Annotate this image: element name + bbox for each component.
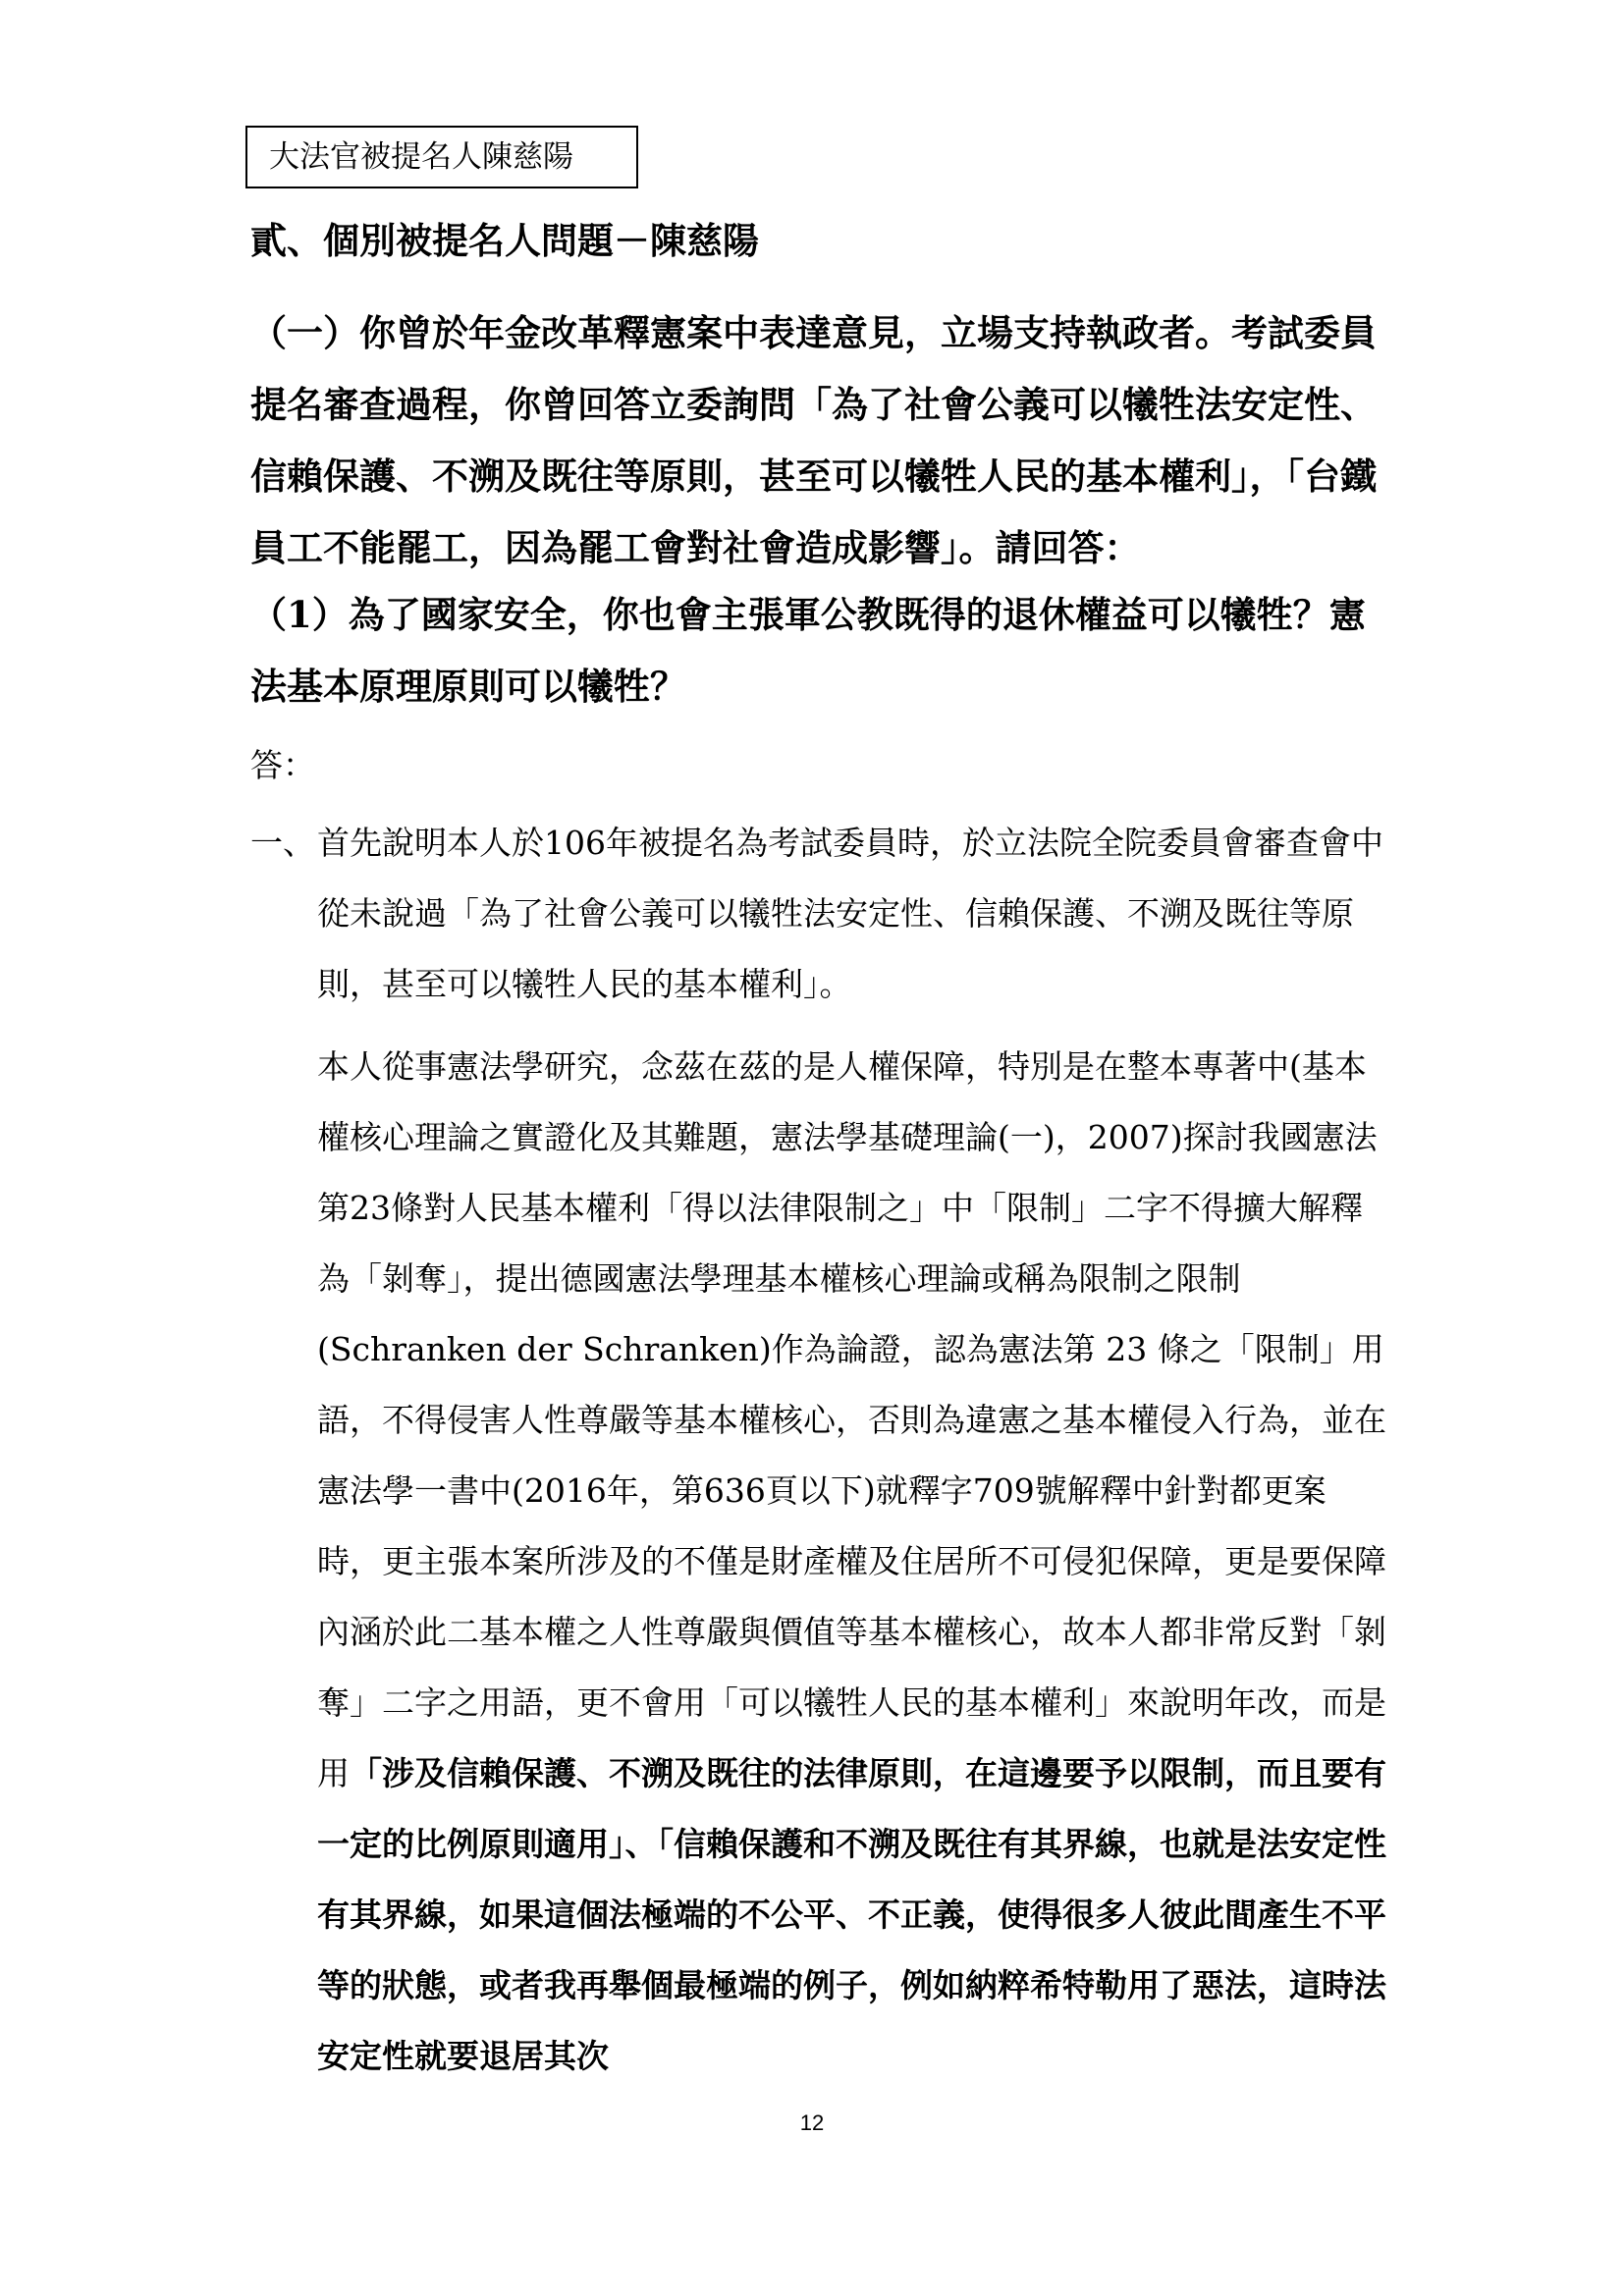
question-main-text: （一）你曾於年金改革釋憲案中表達意見，立場支持執政者。考試委員提名審查過程，你曾回答立委詢問「為了社會公義可以犧牲法安定性、信賴保護、不溯及既往等原則，甚至可以犧牲人民的基本權利」，「台鐵員工不能罷工，因為罷工會對社會造成影響」。請回答： (250, 311, 1377, 569)
question-sub-text: （1）為了國家安全，你也會主張軍公教既得的退休權益可以犧牲？憲法基本原理原則可以犧牲？ (250, 593, 1366, 708)
answer-item-body (317, 808, 1389, 2092)
answer-item-marker: 一、 (250, 824, 315, 862)
answer-paragraph-2-text: 本人從事憲法學研究，念茲在茲的是人權保障，特別是在整本專著中(基本權核心理論之實證化及其難題，憲法學基礎理論(一)，2007)探討我國憲法第23條對人民基本權利「得以法律限制之」中「限制」二字不得擴大解釋為「剝奪」，提出德國憲法學理基本權核心理論或稱為限制之限制(Schranken der Schranken)作為論證，認為憲法第 23 條之「限制」用語，不得侵害人性尊嚴等基本權核心，否則為違憲之基本權侵入行為，並在憲法學一書中(2016年，第636頁以下)就釋字709號解釋中針對都更案時，更主張本案所涉及的不僅是財產權及住居所不可侵犯保障，更是要保障內涵於此二基本權之人性尊嚴與價值等基本權核心，故本人都非常反對「剝奪」二字之用語，更不會用「可以犧牲人民的基本權利」來說明年改，而是用 (317, 1047, 1386, 1792)
answer-item-1 (250, 808, 1389, 2092)
answer-label: 答： (250, 746, 315, 784)
answer-paragraph-1: 首先說明本人於106年被提名為考試委員時，於立法院全院委員會審查會中從未說過「為了社會公義可以犧牲法安定性、信賴保護、不溯及既往等原則，甚至可以犧牲人民的基本權利」。 (317, 824, 1383, 1003)
answer-paragraph-2 (317, 1032, 1389, 2092)
answer-paragraph-2-bold-quote: 「涉及信賴保護、不溯及既往的法律原則，在這邊要予以限制，而且要有一定的比例原則適用」、「信賴保護和不溯及既往有其界線，也就是法安定性有其界線，如果這個法極端的不公平、不正義，使得很多人彼此間產生不平等的狀態，或者我再舉個最極端的例子，例如納粹希特勒用了惡法，這時法安定性就要退居其次 (317, 1754, 1386, 2075)
page-number: 12 (799, 2110, 825, 2135)
question-sub (250, 579, 1389, 722)
section-heading: 貳、個別被提名人問題－陳慈陽 (250, 219, 759, 262)
nominee-label-box (245, 126, 638, 188)
nominee-label: 大法官被提名人陳慈陽 (269, 139, 573, 175)
question-main (250, 297, 1389, 584)
